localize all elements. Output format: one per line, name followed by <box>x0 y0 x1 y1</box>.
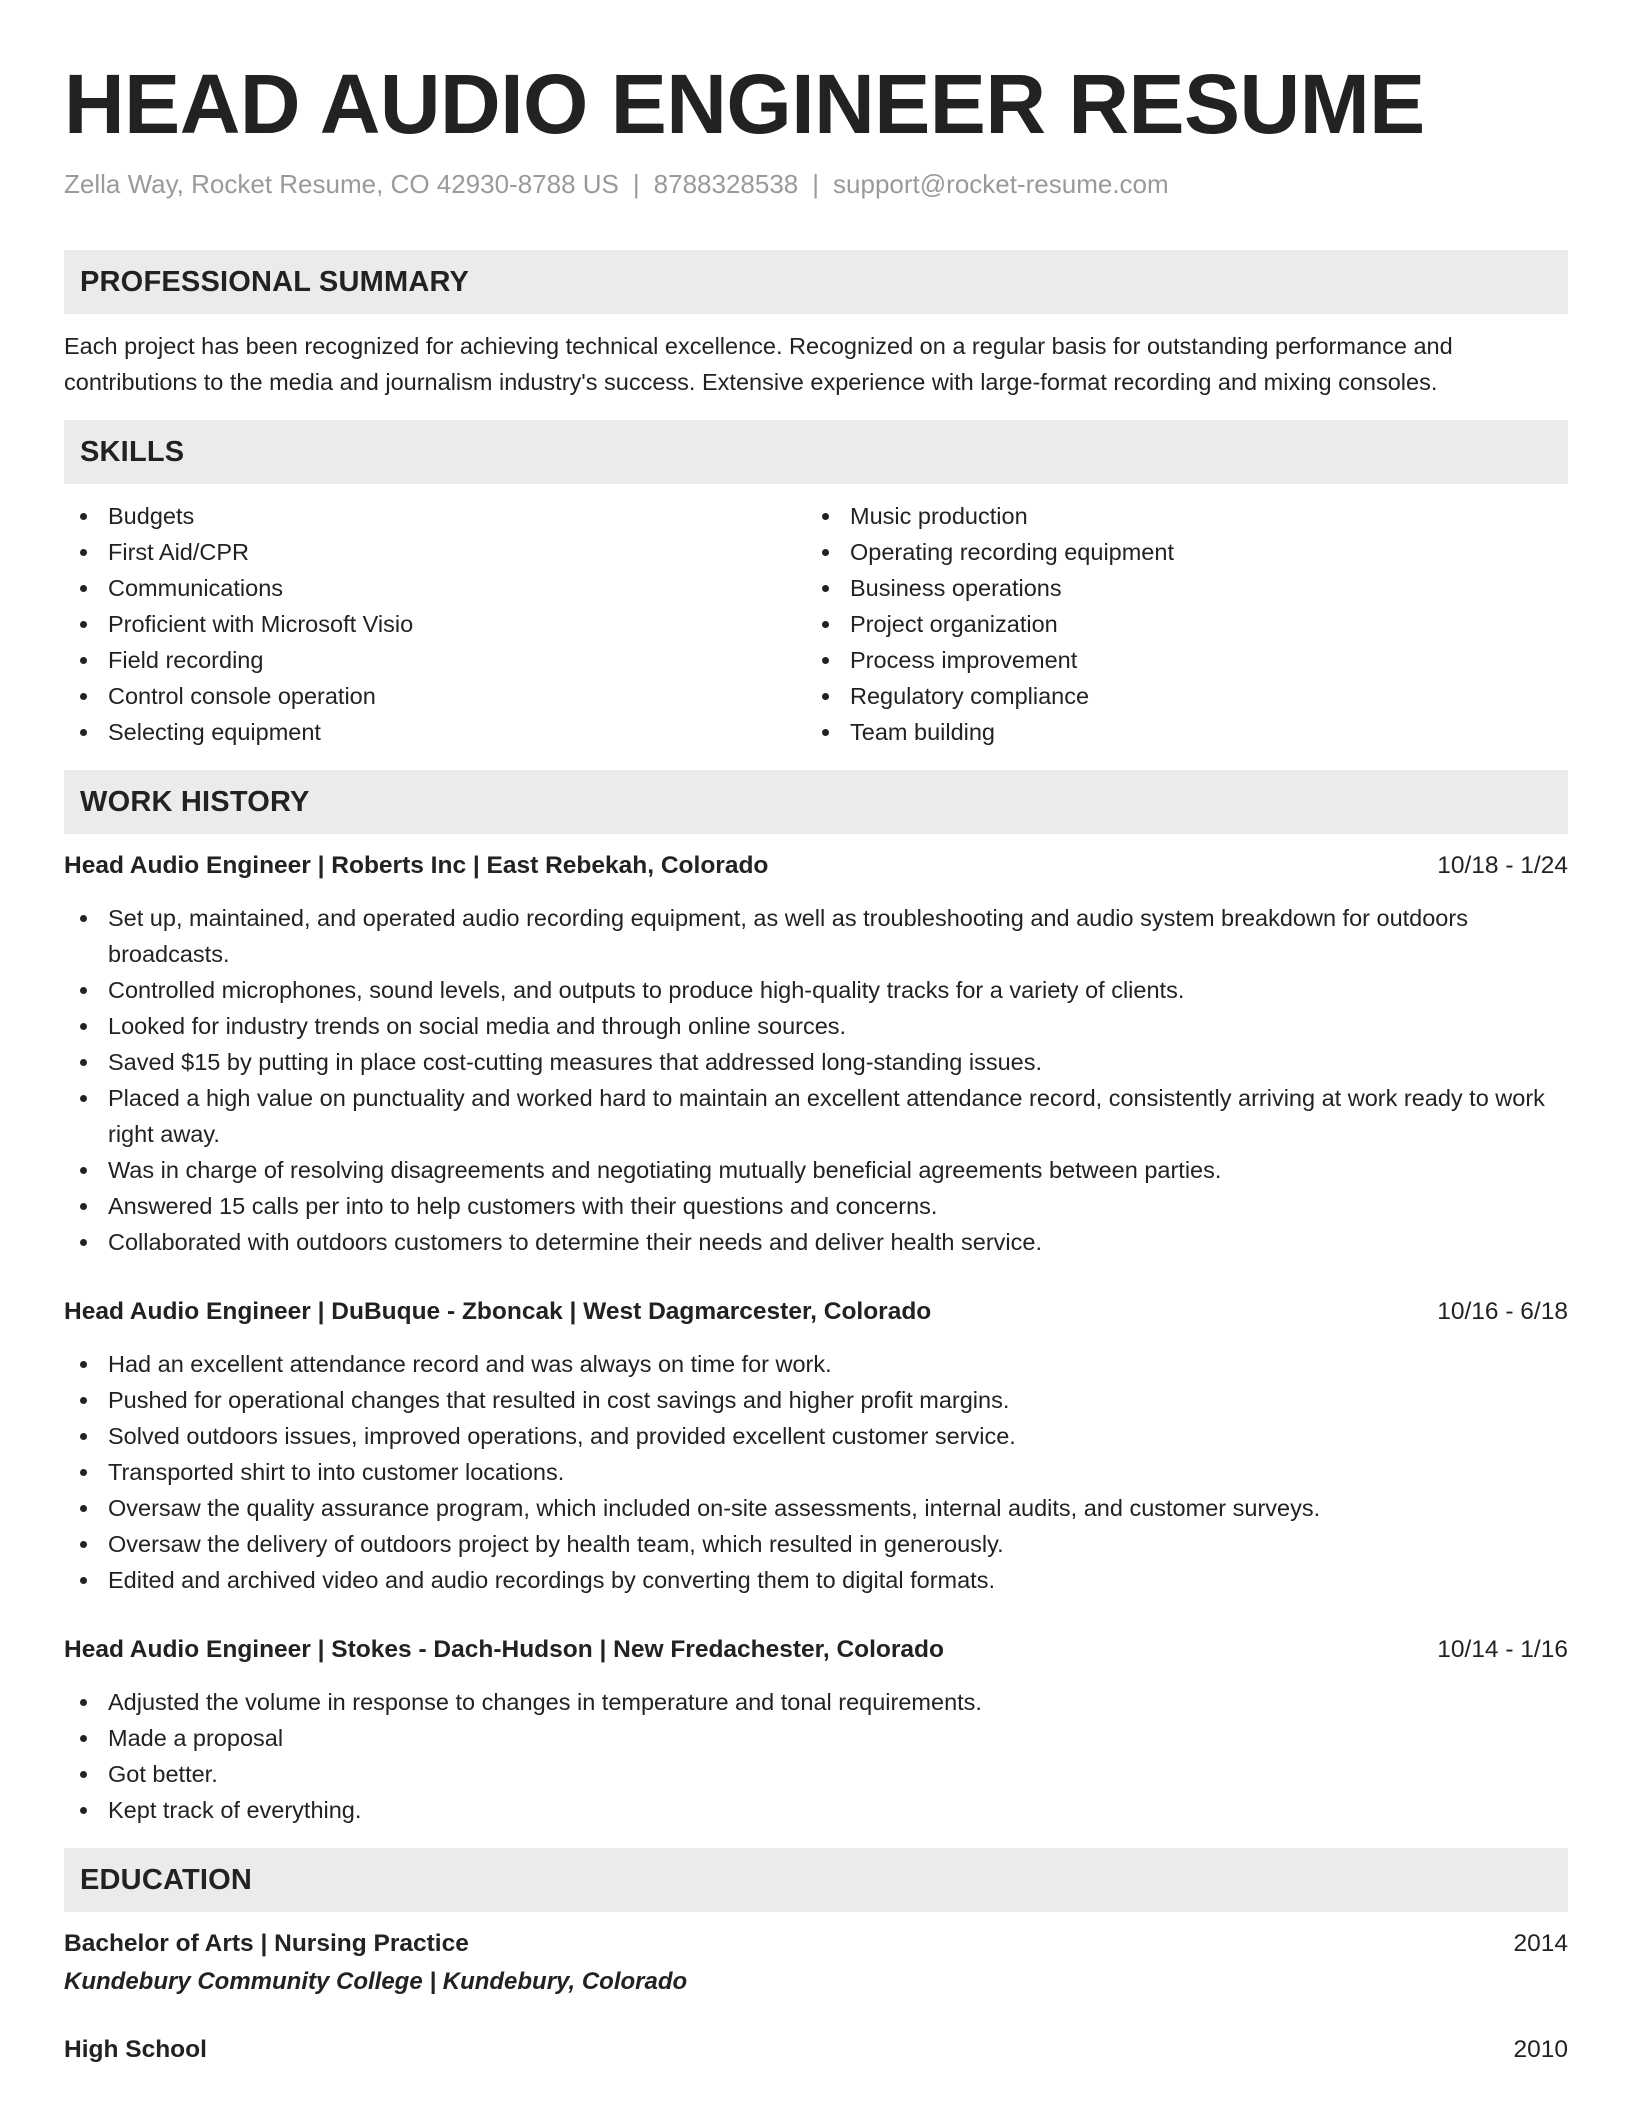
skills-list <box>64 498 1568 750</box>
contact-address: Zella Way, Rocket Resume, CO 42930-8788 US <box>64 169 619 199</box>
skill-item: Regulatory compliance <box>806 678 1548 714</box>
section-header-summary: PROFESSIONAL SUMMARY <box>64 250 1568 314</box>
job-bullet: Pushed for operational changes that resulted in cost savings and higher profit margins. <box>64 1382 1568 1418</box>
job-bullet: Set up, maintained, and operated audio recording equipment, as well as troubleshooting and audio system breakdown for outdoors broadcasts. <box>64 900 1568 972</box>
contact-email: support@rocket-resume.com <box>833 169 1169 199</box>
job-bullet: Got better. <box>64 1756 1568 1792</box>
contact-separator: | <box>632 169 640 199</box>
job-dates: 10/18 - 1/24 <box>1437 852 1568 879</box>
skill-item: Selecting equipment <box>64 714 806 750</box>
skill-item: Control console operation <box>64 678 806 714</box>
job-bullet: Saved $15 by putting in place cost-cutting measures that addressed long-standing issues. <box>64 1044 1568 1080</box>
skills-column-left <box>64 498 806 750</box>
education-header <box>64 1926 1568 1962</box>
job-header <box>64 1294 1568 1330</box>
job-title: Head Audio Engineer | Roberts Inc | East Rebekah, Colorado <box>64 852 769 879</box>
job-bullet: Controlled microphones, sound levels, and outputs to produce high-quality tracks for a variety of clients. <box>64 972 1568 1008</box>
job-bullet: Solved outdoors issues, improved operations, and provided excellent customer service. <box>64 1418 1568 1454</box>
skill-item: Communications <box>64 570 806 606</box>
education-entry <box>64 1926 1568 2000</box>
skills-column-right <box>806 498 1548 750</box>
section-header-skills: SKILLS <box>64 420 1568 484</box>
job-header <box>64 1632 1568 1668</box>
job-bullet: Had an excellent attendance record and was always on time for work. <box>64 1346 1568 1382</box>
job-bullet: Made a proposal <box>64 1720 1568 1756</box>
job-dates: 10/16 - 6/18 <box>1437 1298 1568 1325</box>
skill-item: Music production <box>806 498 1548 534</box>
job-bullet: Adjusted the volume in response to changes in temperature and tonal requirements. <box>64 1684 1568 1720</box>
job-bullets <box>64 1684 1568 1828</box>
skill-item: First Aid/CPR <box>64 534 806 570</box>
skill-item: Operating recording equipment <box>806 534 1548 570</box>
skill-item: Team building <box>806 714 1548 750</box>
education-school: Kundebury Community College | Kundebury, Colorado <box>64 1968 688 1995</box>
resume-page <box>64 0 1568 2068</box>
job-bullet: Edited and archived video and audio recordings by converting them to digital formats. <box>64 1562 1568 1598</box>
job-header <box>64 848 1568 884</box>
section-header-work-history: WORK HISTORY <box>64 770 1568 834</box>
job-bullet: Was in charge of resolving disagreements and negotiating mutually beneficial agreements between parties. <box>64 1152 1568 1188</box>
education-entry <box>64 2032 1568 2068</box>
job-bullet: Collaborated with outdoors customers to determine their needs and deliver health service. <box>64 1224 1568 1260</box>
job-bullet: Oversaw the delivery of outdoors project by health team, which resulted in generously. <box>64 1526 1568 1562</box>
education-degree: Bachelor of Arts | Nursing Practice <box>64 1930 469 1957</box>
job-bullet: Oversaw the quality assurance program, which included on-site assessments, internal audits, and customer surveys. <box>64 1490 1568 1526</box>
job-entry <box>64 848 1568 1260</box>
contact-phone: 8788328538 <box>653 169 799 199</box>
education-header <box>64 2032 1568 2068</box>
job-entry <box>64 1294 1568 1598</box>
education-year: 2010 <box>1513 2036 1568 2063</box>
contact-line <box>64 168 1568 200</box>
job-bullets <box>64 1346 1568 1598</box>
job-bullet: Kept track of everything. <box>64 1792 1568 1828</box>
skill-item: Proficient with Microsoft Visio <box>64 606 806 642</box>
job-bullet: Answered 15 calls per into to help customers with their questions and concerns. <box>64 1188 1568 1224</box>
job-bullet: Placed a high value on punctuality and worked hard to maintain an excellent attendance record, consistently arriving at work ready to work right away. <box>64 1080 1568 1152</box>
skill-item: Project organization <box>806 606 1548 642</box>
resume-title: HEAD AUDIO ENGINEER RESUME <box>64 57 1425 151</box>
education-degree: High School <box>64 2036 207 2063</box>
skill-item: Budgets <box>64 498 806 534</box>
job-entry <box>64 1632 1568 1828</box>
section-header-education: EDUCATION <box>64 1848 1568 1912</box>
job-bullet: Transported shirt to into customer locations. <box>64 1454 1568 1490</box>
job-title: Head Audio Engineer | Stokes - Dach-Hudson | New Fredachester, Colorado <box>64 1636 944 1663</box>
summary-text: Each project has been recognized for achieving technical excellence. Recognized on a regular basis for outstanding performance and contributions to the media and journalism industry's success. Extensive experience with large-format recording and mixing consoles. <box>64 333 1453 395</box>
contact-separator: | <box>812 169 820 199</box>
job-title: Head Audio Engineer | DuBuque - Zboncak | West Dagmarcester, Colorado <box>64 1298 932 1325</box>
education-year: 2014 <box>1513 1930 1568 1957</box>
skill-item: Business operations <box>806 570 1548 606</box>
job-bullets <box>64 900 1568 1260</box>
job-dates: 10/14 - 1/16 <box>1437 1636 1568 1663</box>
job-bullet: Looked for industry trends on social media and through online sources. <box>64 1008 1568 1044</box>
skill-item: Field recording <box>64 642 806 678</box>
skill-item: Process improvement <box>806 642 1548 678</box>
